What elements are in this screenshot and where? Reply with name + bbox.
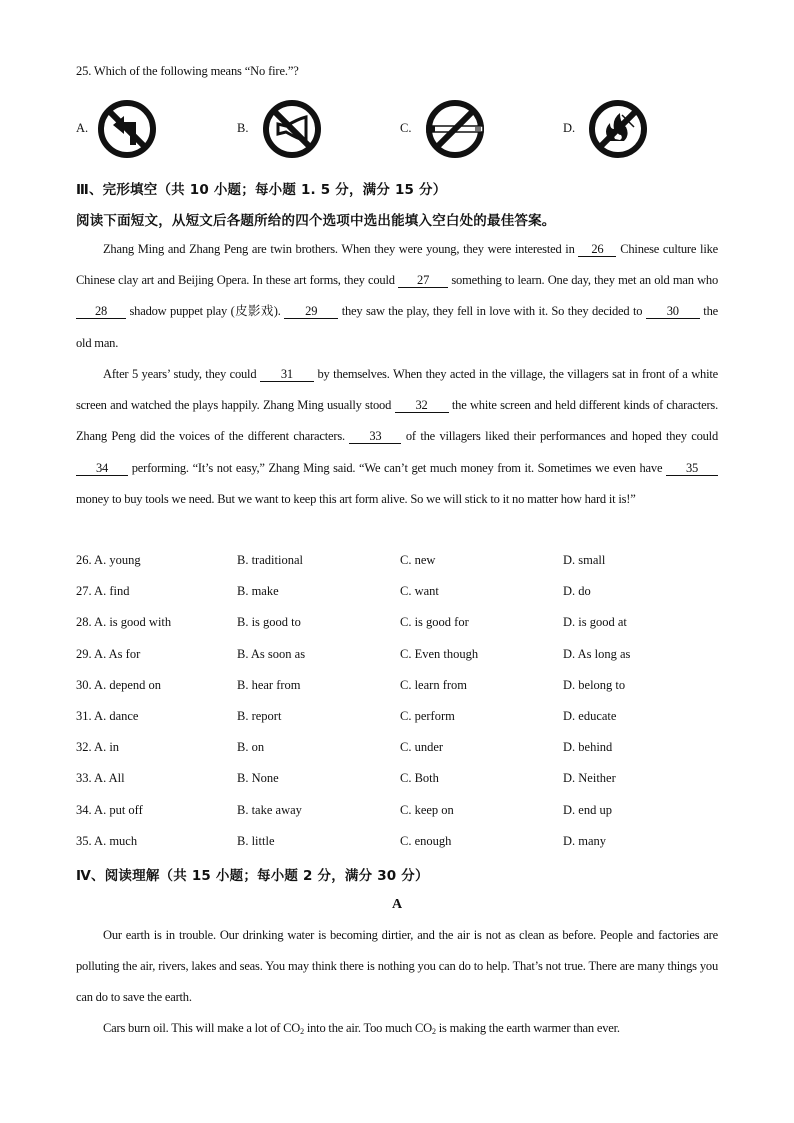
option-c: C. new [400, 553, 436, 567]
option-a: 35. A. much [76, 834, 138, 848]
options-row-34 [76, 803, 736, 823]
options-row-33 [76, 771, 736, 791]
options-row-32 [76, 740, 736, 760]
option-a: 33. A. All [76, 771, 125, 785]
options-row-35 [76, 834, 736, 854]
option-a: 28. A. is good with [76, 615, 172, 629]
option-b: B. None [237, 771, 279, 785]
option-b: B. little [237, 834, 275, 848]
option-d: D. do [563, 584, 591, 598]
option-b: B. is good to [237, 615, 301, 629]
blank-30: 30 [646, 304, 700, 319]
option-a: 26. A. young [76, 553, 141, 567]
option-c: C. enough [400, 834, 452, 848]
option-d: D. behind [563, 740, 613, 754]
option-c: C. perform [400, 709, 455, 723]
option-c: C. under [400, 740, 444, 754]
passage-paragraph-2: After 5 years’ study, they could 31 by themselves. When they acted in the village, the villagers sat in front of a white screen and watched the plays happily. Zhang Ming usually stood 32 the white screen and held different kinds of characters. Zhang Peng did the voices of the different characters. 33 of the villagers liked their performances and hoped they could 34 performing. “It’s not easy,” Zhang Ming said. “We can’t get much money from it. Sometimes we even have 35 money to buy tools we need. But we want to keep this art form alive. So we will stick to it no matter how hard it is!” [76, 367, 718, 506]
no-left-turn-sign-icon [97, 99, 157, 159]
blank-26: 26 [578, 242, 616, 257]
option-c: C. is good for [400, 615, 469, 629]
option-a: 29. A. As for [76, 647, 141, 661]
blank-27: 27 [398, 273, 448, 288]
option-b: B. make [237, 584, 279, 598]
reading-paragraph-2: Cars burn oil. This will make a lot of $CO_2$ into the air. Too much $CO_2$ is making the earth warmer than ever. [103, 1021, 620, 1036]
options-row-30 [76, 678, 736, 698]
no-smoking-sign-icon [425, 99, 485, 159]
option-c: C. Both [400, 771, 439, 785]
option-b: B. traditional [237, 553, 303, 567]
option-a: 31. A. dance [76, 709, 139, 723]
option-a: 30. A. depend on [76, 678, 162, 692]
blank-28: 28 [76, 304, 126, 319]
option-d: D. many [563, 834, 607, 848]
no-horn-sign-icon [262, 99, 322, 159]
blank-32: 32 [395, 398, 449, 413]
option-b: B. As soon as [237, 647, 306, 661]
option-c: C. want [400, 584, 439, 598]
option-c: C. learn from [400, 678, 467, 692]
q25-option-d-label: D. [563, 121, 576, 135]
blank-33: 33 [349, 429, 401, 444]
option-d: D. is good at [563, 615, 627, 629]
question-25: 25. Which of the following means “No fire.”? [76, 64, 299, 78]
option-d: D. belong to [563, 678, 626, 692]
option-a: 34. A. put off [76, 803, 143, 817]
option-d: D. end up [563, 803, 612, 817]
option-b: B. report [237, 709, 282, 723]
option-c: C. keep on [400, 803, 454, 817]
section-3-heading: Ⅲ、完形填空（共 10 小题；每小题 1. 5 分，满分 15 分） [76, 182, 447, 198]
q25-option-b-label: B. [237, 121, 249, 135]
option-d: D. small [563, 553, 606, 567]
option-d: D. educate [563, 709, 617, 723]
no-fire-sign-icon [588, 99, 648, 159]
reading-part-title: A [391, 897, 403, 912]
blank-34: 34 [76, 461, 128, 476]
option-b: B. take away [237, 803, 302, 817]
option-c: C. Even though [400, 647, 479, 661]
option-d: D. As long as [563, 647, 631, 661]
options-row-26 [76, 553, 736, 573]
option-a: 32. A. in [76, 740, 120, 754]
option-b: B. on [237, 740, 265, 754]
q25-option-c-label: C. [400, 121, 412, 135]
options-row-29 [76, 647, 736, 667]
option-d: D. Neither [563, 771, 616, 785]
blank-29: 29 [284, 304, 338, 319]
section-3-instruction: 阅读下面短文，从短文后各题所给的四个选项中选出能填入空白处的最佳答案。 [76, 213, 556, 229]
q25-option-a-label: A. [76, 121, 89, 135]
options-row-28 [76, 615, 736, 635]
option-b: B. hear from [237, 678, 301, 692]
reading-paragraph-1: Our earth is in trouble. Our drinking water is becoming dirtier, and the air is not as clean as before. People and factories are polluting the air, rivers, lakes and seas. You may think there is nothing you can do to help. That’s not true. There are many things you can do to save the earth. [76, 928, 718, 1005]
blank-35: 35 [666, 461, 718, 476]
options-row-31 [76, 709, 736, 729]
passage-paragraph-1: Zhang Ming and Zhang Peng are twin brothers. When they were young, they were interested in 26 Chinese culture like Chinese clay art and Beijing Opera. In these art forms, they could 27 something to learn. One day, they met an old man who 28 shadow puppet play (皮影戏). 29 they saw the play, they fell in love with it. So they decided to 30 the old man. [76, 242, 718, 350]
blank-31: 31 [260, 367, 314, 382]
section-4-heading: Ⅳ、阅读理解（共 15 小题；每小题 2 分，满分 30 分） [76, 868, 429, 884]
options-row-27 [76, 584, 736, 604]
option-a: 27. A. find [76, 584, 130, 598]
